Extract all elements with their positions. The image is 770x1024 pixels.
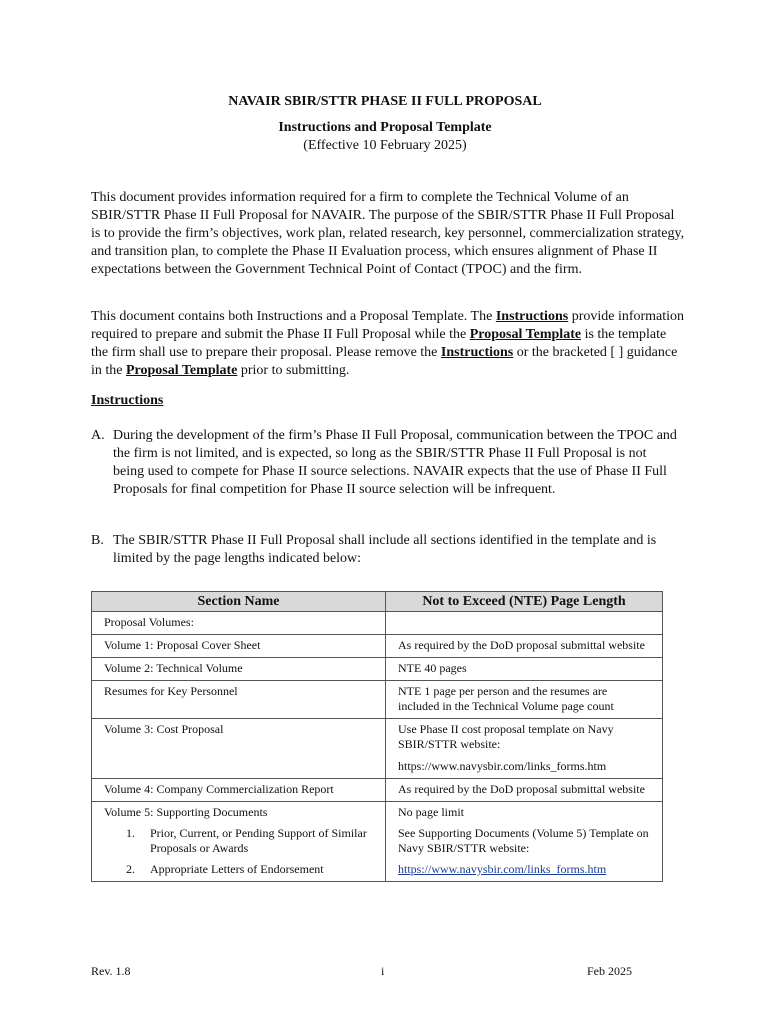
instructions-ref: Instructions (440, 345, 514, 360)
section-name-cell: Resumes for Key Personnel (92, 681, 386, 719)
nte-cell: As required by the DoD proposal submittal website (386, 635, 663, 658)
section-name-cell: Volume 2: Technical Volume (92, 658, 386, 681)
item-marker: B. (91, 533, 104, 548)
instructions-ref: Instructions (495, 309, 569, 324)
table-row (92, 612, 663, 635)
table-row (92, 658, 663, 681)
effective-date: (Effective 10 February 2025) (303, 138, 467, 153)
table-row (92, 635, 663, 658)
section-name-cell: Proposal Volumes: (92, 612, 386, 635)
sub-item-number: 2. (126, 862, 135, 876)
table-row (92, 779, 663, 802)
section-name-cell (92, 824, 386, 860)
item-marker: A. (91, 428, 105, 443)
table-header-row (92, 592, 663, 612)
section-name-cell: Volume 5: Supporting Documents (92, 802, 386, 825)
nte-cell (386, 612, 663, 635)
footer-revision: Rev. 1.8 (91, 964, 131, 978)
table-subrow (92, 824, 663, 860)
section-name-cell (92, 860, 386, 882)
section-name-cell: Volume 3: Cost Proposal (92, 719, 386, 779)
intro-text: or the bracketed [ ] guidance in the (91, 345, 678, 378)
document-subtitle: Instructions and Proposal Template (278, 120, 492, 135)
nte-cell (386, 719, 663, 779)
table-subrow (92, 860, 663, 882)
sub-item-label: Appropriate Letters of Endorsement (150, 862, 324, 876)
instruction-item-b (91, 532, 681, 568)
column-header-section-name: Section Name (92, 592, 386, 612)
nte-cell: As required by the DoD proposal submittal website (386, 779, 663, 802)
intro-text: This document contains both Instructions and a Proposal Template. The (91, 309, 496, 324)
table-row (92, 681, 663, 719)
item-text: The SBIR/STTR Phase II Full Proposal shall include all sections identified in the template and is limited by the page lengths indicated below: (113, 533, 657, 566)
nte-cell: See Supporting Documents (Volume 5) Template on Navy SBIR/STTR website: (386, 824, 663, 860)
intro-text: is the template the firm shall use to prepare their proposal. Please remove the (91, 327, 667, 360)
intro-text: prior to submitting. (237, 363, 350, 378)
instruction-item-a (91, 427, 681, 499)
intro-paragraph-1: This document provides information required for a firm to complete the Technical Volume of an SBIR/STTR Phase II Full Proposal for NAVAIR. The purpose of the SBIR/STTR Phase II Full Proposal is to provide the firm’s objectives, work plan, related research, key personnel, commercialization strategy, and transition plan, to complete the Phase II Evaluation process, which ensures alignment of Phase II expectations between the Government Technical Point of Contact (TPOC) and the firm. (91, 190, 685, 277)
cost-template-url: https://www.navysbir.com/links_forms.htm (398, 759, 607, 773)
nte-cell: NTE 40 pages (386, 658, 663, 681)
sub-list-item (104, 826, 373, 856)
column-header-nte: Not to Exceed (NTE) Page Length (386, 592, 663, 612)
item-text: During the development of the firm’s Phase II Full Proposal, communication between the TPOC and the firm is not limited, and is expected, so long as the SBIR/STTR Phase II Full Proposal is not being used to compete for Phase II source selections. NAVAIR expects that the use of Phase II Full Proposals for final competition for Phase II source selection will be infrequent. (113, 428, 677, 497)
instructions-heading: Instructions (91, 393, 164, 408)
nte-cell: No page limit (386, 802, 663, 825)
table-row (92, 719, 663, 779)
nte-text: Use Phase II cost proposal template on Navy SBIR/STTR website: (398, 722, 614, 751)
proposal-template-ref: Proposal Template (469, 327, 582, 342)
footer-date: Feb 2025 (587, 964, 632, 978)
intro-paragraph-2 (91, 308, 685, 380)
footer-page-number: i (381, 964, 385, 978)
document-title: NAVAIR SBIR/STTR PHASE II FULL PROPOSAL (228, 94, 542, 109)
supporting-docs-link[interactable]: https://www.navysbir.com/links_forms.htm (398, 862, 607, 876)
intro-text: provide information required to prepare and submit the Phase II Full Proposal while the (91, 309, 685, 342)
section-name-cell: Volume 1: Proposal Cover Sheet (92, 635, 386, 658)
nte-cell (386, 860, 663, 882)
page-length-table (91, 591, 663, 882)
nte-cell: NTE 1 page per person and the resumes are included in the Technical Volume page count (386, 681, 663, 719)
table-row (92, 802, 663, 825)
sub-list-item (104, 862, 373, 877)
sub-item-label: Prior, Current, or Pending Support of Similar Proposals or Awards (150, 826, 367, 855)
sub-item-number: 1. (126, 826, 135, 840)
proposal-template-ref: Proposal Template (126, 363, 238, 378)
section-name-cell: Volume 4: Company Commercialization Report (92, 779, 386, 802)
